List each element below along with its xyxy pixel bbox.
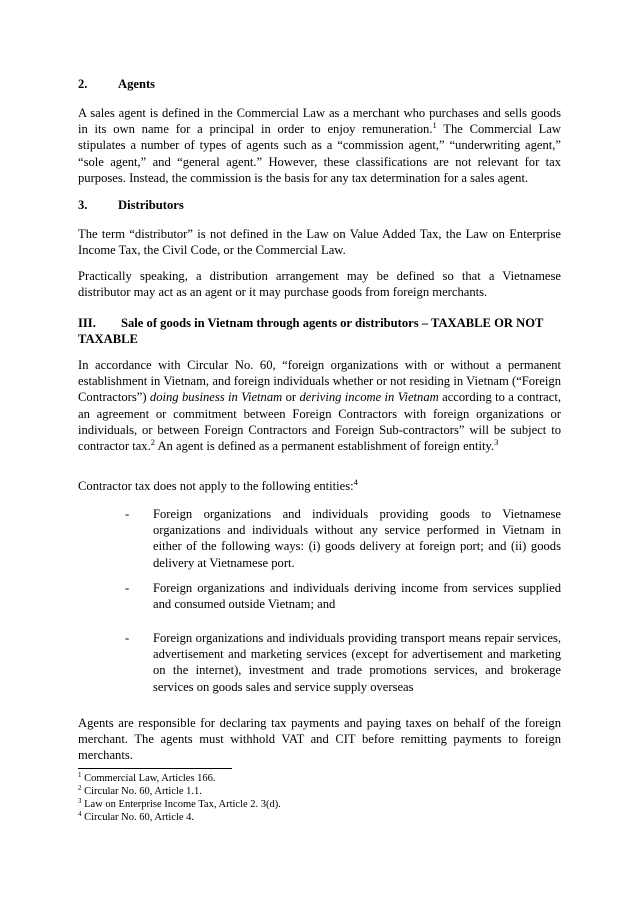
footnote-4 [78,812,194,824]
footnote-text: Circular No. 60, Article 4. [81,812,195,823]
bullet-text: Foreign organizations and individuals providing goods to Vietnamese organizations and individuals without any service performed in Vietnam in either of the following ways: (i) goods delivery at foreign port; and (ii) goods delivery at Vietnamese port. [153,507,561,570]
paragraph-agents-definition [78,105,561,186]
footnote-1 [78,773,216,785]
bullet-marker: - [125,507,130,521]
bullet-text: Foreign organizations and individuals providing transport means repair services, advertisement and marketing services (except for advertisement and marketing on the internet), investment and trade promotions services, and brokerage services on goods sales and service supply overseas [153,631,561,694]
footnote-number: 4 [78,810,82,818]
heading-number: 2. [78,77,88,91]
bullet-marker: - [125,631,130,645]
footnote-ref: 4 [353,477,358,487]
heading-number: III. [78,316,96,330]
paragraph-text: Contractor tax does not apply to the following entities: [78,479,354,493]
paragraph-distribution-arrangement: Practically speaking, a distribution arrangement may be defined so that a Vietnamese distributor may act as an agent or it may purchase goods from foreign merchants. [78,269,561,300]
bullet-text: Foreign organizations and individuals deriving income from services supplied and consumed outside Vietnam; and [153,581,561,612]
paragraph-text: or [282,390,300,405]
footnote-2 [78,786,202,798]
heading-distributors [78,197,184,213]
heading-title: Distributors [118,198,184,212]
footnote-number: 2 [78,784,82,792]
paragraph-contractor-tax-exemptions [78,478,561,494]
paragraph-circular-60 [78,357,561,454]
paragraph-agents-responsibility: Agents are responsible for declaring tax payments and paying taxes on behalf of the foreign merchant. The agents must withhold VAT and CIT before remitting payments to foreign merchants. [78,716,561,763]
footnote-number: 1 [78,771,82,779]
heading-title: Sale of goods in Vietnam through agents or distributors – TAXABLE OR NOT TAXABLE [78,316,544,347]
footnote-text: Law on Enterprise Income Tax, Article 2. 3(d). [81,799,281,810]
footnote-number: 3 [78,797,82,805]
paragraph-text: A sales agent is defined in the Commercial Law as a merchant who purchases and sells goods in its own name for a principal in order to enjoy remuneration. [78,106,561,137]
footnote-text: Commercial Law, Articles 166. [81,773,216,784]
heading-number: 3. [78,198,88,212]
footnote-ref: 1 [432,120,437,131]
footnote-separator [78,768,232,769]
paragraph-text: according to a contract, an agreement or commitment between Foreign Contractors with foreign organizations or individuals, or between Foreign Contractors and Foreign Sub-contractors” will be subject to contractor tax. [78,390,561,454]
paragraph-text: The Commercial Law stipulates a number of types of agents such as a “commission agent,” “underwriting agent,” “sole agent,” and “general agent.” However, these classifications are not relevant for tax purposes. Instead, the commission is the basis for any tax determination for a sales agent. [78,122,561,185]
paragraph-text: An agent is defined as a permanent establishment of foreign entity. [154,439,495,454]
footnote-ref: 3 [494,437,499,448]
heading-sale-of-goods [78,315,561,347]
italic-phrase: doing business in Vietnam [149,390,283,405]
footnote-text: Circular No. 60, Article 1.1. [81,786,202,797]
paragraph-text: In accordance with Circular No. 60, “foreign organizations with or without a permanent establishment in Vietnam, and foreign individuals whether or not residing in Vietnam (“Foreign Contractors”) [78,358,561,405]
heading-agents [78,76,155,92]
bullet-marker: - [125,581,130,595]
italic-phrase: deriving income in Vietnam [299,390,439,405]
heading-title: Agents [118,77,156,91]
footnote-3 [78,799,281,811]
footnote-ref: 2 [150,437,155,448]
paragraph-distributor-term: The term “distributor” is not defined in the Law on Value Added Tax, the Law on Enterprise Income Tax, the Civil Code, or the Commercial Law. [78,227,561,258]
